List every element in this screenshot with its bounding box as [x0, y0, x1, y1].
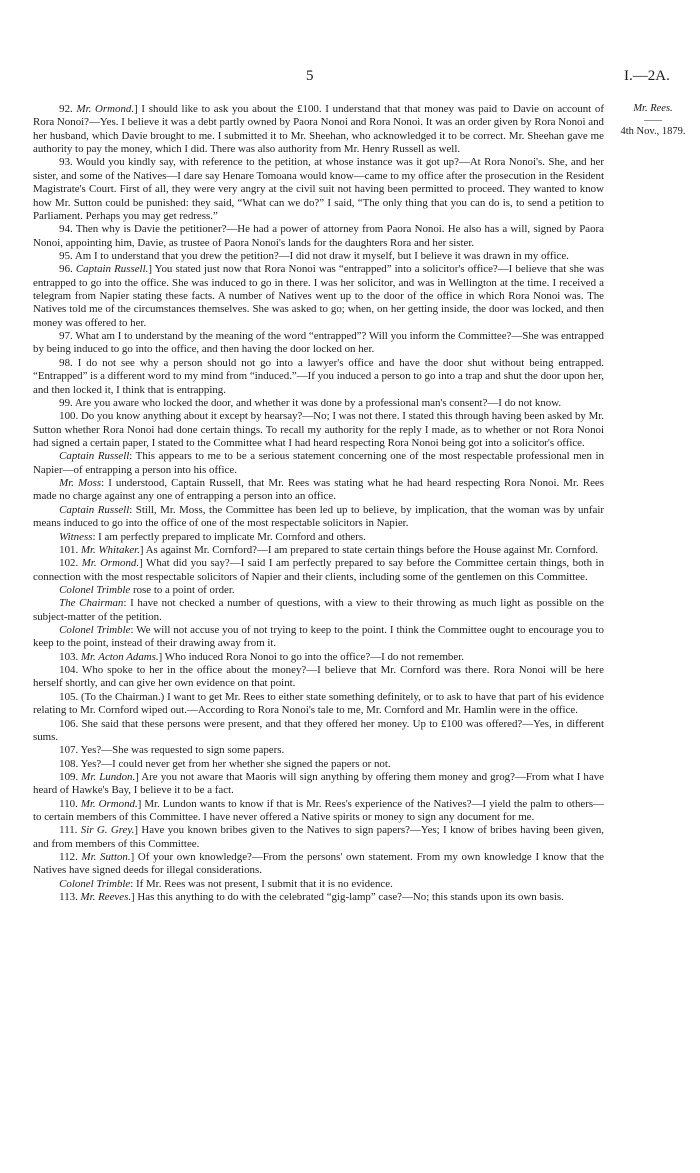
testimony-paragraph	[33, 330, 604, 357]
paragraph-text: 108. Yes?—I could never get from her whether she signed the papers or not.	[59, 757, 391, 770]
paragraph-text: ] Of your own knowledge?—From the persons' own statement. From my own knowledge I know that the Natives have signed deeds for illegal considerations.	[33, 851, 604, 877]
paragraph-text: : I understood, Captain Russell, that Mr. Rees was stating what he had heard respecting Rora Nonoi. Mr. Rees made no charge against any one of entrapping a person into an office.	[33, 477, 605, 503]
testimony-paragraph	[33, 504, 604, 531]
margin-date: 4th Nov., 1879.	[620, 126, 686, 137]
paragraph-text: ] You stated just now that Rora Nonoi was “entrapped” into a solicitor's office?—I believe that she was entrapped to go into the office. She was induced to go in there. I was her solicitor, and was in Wellington at the time. I received a telegram from Napier stating these facts. A number of Natives went up to the door of the office in which Rora Nonoi was. The Natives told me of the circumstances themselves. She was asked to go; when, on her getting inside, the door was locked, and then money was offered to her.	[33, 263, 604, 329]
question-number: 113.	[59, 891, 81, 904]
testimony-paragraph	[33, 691, 604, 718]
question-number: 96.	[59, 263, 76, 276]
testimony-body	[33, 103, 604, 905]
paragraph-text: 106. She said that these persons were present, and that they offered her money. Up to £100 was offered?—Yes, in different sums.	[33, 717, 604, 743]
paragraph-text: 105. (To the Chairman.) I want to get Mr. Rees to either state something definitely, or to ask to have that part of his evidence relating to Mr. Cornford wiped out.—According to Rora Nonoi's tale to me, Mr. Cornford and Mr. Hamlin were in the office.	[33, 690, 604, 717]
testimony-paragraph	[33, 450, 604, 477]
question-number: 103.	[59, 650, 81, 663]
margin-dash: ——	[644, 115, 662, 125]
speaker-name: Colonel Trimble	[59, 877, 131, 890]
speaker-name: Witness	[59, 530, 93, 543]
paragraph-text: : I have not checked a number of questions, with a view to their throwing as much light as possible on the subject-matter of the petition.	[33, 597, 604, 623]
speaker-name: Captain Russell	[59, 450, 130, 463]
document-code: I.—2A.	[624, 68, 670, 84]
testimony-paragraph	[33, 263, 604, 330]
testimony-paragraph	[33, 410, 604, 450]
page-header	[0, 68, 700, 90]
paragraph-text: 99. Are you aware who locked the door, and whether it was done by a professional man's consent?—I do not know.	[59, 396, 562, 409]
paragraph-text: ] Mr. Lundon wants to know if that is Mr. Rees's experience of the Natives?—I yield the palm to others—to certain members of this Committee. I have never offered a Native spirits or money to sign any document for me.	[33, 797, 604, 824]
testimony-paragraph	[33, 357, 604, 397]
testimony-paragraph	[33, 851, 604, 878]
testimony-paragraph	[33, 824, 604, 851]
question-number: 101.	[59, 543, 81, 556]
paragraph-text: 97. What am I to understand by the meaning of the word “entrapped”? Will you inform the Committee?—She was entrapped by being induced to go into the office, and then having the door locked on her.	[33, 330, 604, 356]
testimony-paragraph	[33, 878, 604, 891]
testimony-paragraph	[33, 223, 604, 250]
speaker-name: Mr. Whitaker.	[80, 543, 140, 556]
paragraph-text: ] As against Mr. Cornford?—I am prepared to state certain things before the House against Mr. Cornford.	[139, 543, 599, 556]
testimony-paragraph	[33, 584, 604, 597]
speaker-name: Mr. Lundon.	[81, 770, 136, 783]
question-number: 112.	[59, 851, 82, 864]
paragraph-text: ] Has this anything to do with the celebrated “gig-lamp” case?—No; this stands upon its own basis.	[131, 891, 564, 904]
testimony-paragraph	[33, 250, 604, 263]
testimony-paragraph	[33, 531, 604, 544]
paragraph-text: ] What did you say?—I said I am perfectly prepared to say before the Committee certain things, both in connection with the most respectable solicitors of Napier and their clients, including some of the gentlemen on this Committee.	[33, 557, 605, 583]
testimony-paragraph	[33, 798, 604, 825]
testimony-paragraph	[33, 103, 604, 156]
paragraph-text: : I am perfectly prepared to implicate Mr. Cornford and others.	[92, 530, 366, 543]
paragraph-text: 104. Who spoke to her in the office about the money?—I believe that Mr. Cornford was there. Rora Nonoi will be here herself shortly, and can give her own evidence on that point.	[33, 664, 604, 690]
speaker-name: Mr. Ormond.	[81, 557, 140, 570]
testimony-paragraph	[33, 477, 604, 504]
paragraph-text: : If Mr. Rees was not present, I submit that it is no evidence.	[130, 877, 393, 890]
margin-note	[612, 102, 694, 138]
paragraph-text: ] Who induced Rora Nonoi to go into the office?—I do not remember.	[158, 650, 464, 663]
speaker-name: Mr. Acton Adams.	[80, 650, 159, 663]
paragraph-text: 94. Then why is Davie the petitioner?—He had a power of attorney from Paora Nonoi. He also has a will, signed by Paora Nonoi, appointing him, Davie, as trustee of Paora Nonoi's lands for the daughters Rora and her sister.	[33, 223, 604, 249]
testimony-paragraph	[33, 651, 604, 664]
testimony-paragraph	[33, 597, 604, 624]
paragraph-text: 93. Would you kindly say, with reference to the petition, at whose instance was it got up?—At Rora Nonoi's. She, and her sister, and some of the Natives—I dare say Henare Tomoana would know—came to my office after the prosecution in the Resident Magistrate's Court. First of all, they were very angry at the civil suit not having been permitted to proceed. They wanted to know how Mr. Sutton could be punished: they said, “What can we do?” I said, “The only thing that you can do is, to send a petition to Parliament. Perhaps you may get redress.”	[33, 156, 604, 222]
paragraph-text: ] Have you known bribes given to the Natives to sign papers?—Yes; I know of bribes having been given, and from members of this Committee.	[33, 824, 604, 850]
speaker-name: Sir G. Grey.	[80, 824, 135, 837]
speaker-name: Colonel Trimble	[59, 624, 131, 637]
speaker-name: Mr. Moss	[59, 477, 102, 490]
testimony-paragraph	[33, 771, 604, 798]
paragraph-text: 100. Do you know anything about it except by hearsay?—No; I was not there. I stated this through having been asked by Mr. Sutton whether Rora Nonoi had done certain things. To recall my authority for the reply I made, as to whether or not Rora Nonoi had signed a certain paper, I stated to the Committee what I had heard respecting Rora Nonoi being got into a solicitor's office.	[33, 410, 604, 449]
paragraph-text: : Still, Mr. Moss, the Committee has been led up to believe, by implication, that the woman was by unfair means induced to go into the office of one of the most respectable solicitors in Napier.	[33, 503, 604, 530]
speaker-name: Mr. Ormond.	[76, 103, 135, 115]
question-number: 111.	[59, 824, 81, 837]
question-number: 102.	[59, 557, 82, 570]
margin-witness: Mr. Rees.	[633, 103, 673, 114]
testimony-paragraph	[33, 544, 604, 557]
speaker-name: Colonel Trimble	[59, 583, 131, 596]
testimony-paragraph	[33, 744, 604, 757]
paragraph-text: : We will not accuse you of not trying to keep to the point. I think the Committee ought to encourage you to keep to the point, instead of their drawing away from it.	[33, 624, 604, 650]
speaker-name: The Chairman	[59, 597, 124, 610]
testimony-paragraph	[33, 891, 604, 904]
testimony-paragraph	[33, 624, 604, 651]
question-number: 109.	[59, 770, 82, 783]
testimony-paragraph	[33, 397, 604, 410]
question-number: 110.	[59, 797, 81, 810]
speaker-name: Captain Russell	[59, 503, 130, 516]
testimony-paragraph	[33, 718, 604, 745]
question-number: 92.	[59, 103, 77, 115]
paragraph-text: : This appears to me to be a serious statement concerning one of the most respectable professional men in Napier—of entrapping a person into his office.	[33, 450, 604, 476]
paragraph-text: ] Are you not aware that Maoris will sign anything by offering them money and grog?—From what I have heard of Hawke's Bay, I believe it to be a fact.	[33, 770, 604, 797]
paragraph-text: 98. I do not see why a person should not go into a lawyer's office and have the door shut without being entrapped. “Entrapped” is a different word to my mind from “induced.”—If you induced a person to go into a trap and shut the door upon her, and then locked it, I think that is entrapping.	[33, 356, 604, 396]
testimony-paragraph	[33, 758, 604, 771]
paragraph-text: 95. Am I to understand that you drew the petition?—I did not draw it myself, but I believe it was drawn in my office.	[59, 249, 569, 262]
paragraph-text: 107. Yes?—She was requested to sign some papers.	[59, 744, 285, 757]
speaker-name: Mr. Ormond.	[80, 797, 138, 810]
testimony-paragraph	[33, 557, 604, 584]
testimony-paragraph	[33, 664, 604, 691]
paragraph-text: rose to a point of order.	[130, 583, 235, 596]
paragraph-text: ] I should like to ask you about the £100. I understand that that money was paid to Davie on account of Rora Nonoi?—Yes. I believe it was a debt partly owned by Paora Nonoi and Rora Nonoi. It was an order given by Rora Nonoi and her husband, which Davie brought to me. I submitted it to Mr. Sheehan, who acknowledged it to be correct. Mr. Sheehan gave me authority to pay the money, which I did. There was also authority from Mr. Henry Russell as well.	[33, 103, 604, 156]
speaker-name: Captain Russell.	[75, 263, 149, 276]
speaker-name: Mr. Reeves.	[80, 891, 132, 904]
testimony-paragraph	[33, 156, 604, 223]
speaker-name: Mr. Sutton.	[81, 851, 131, 864]
page-number: 5	[306, 68, 314, 84]
